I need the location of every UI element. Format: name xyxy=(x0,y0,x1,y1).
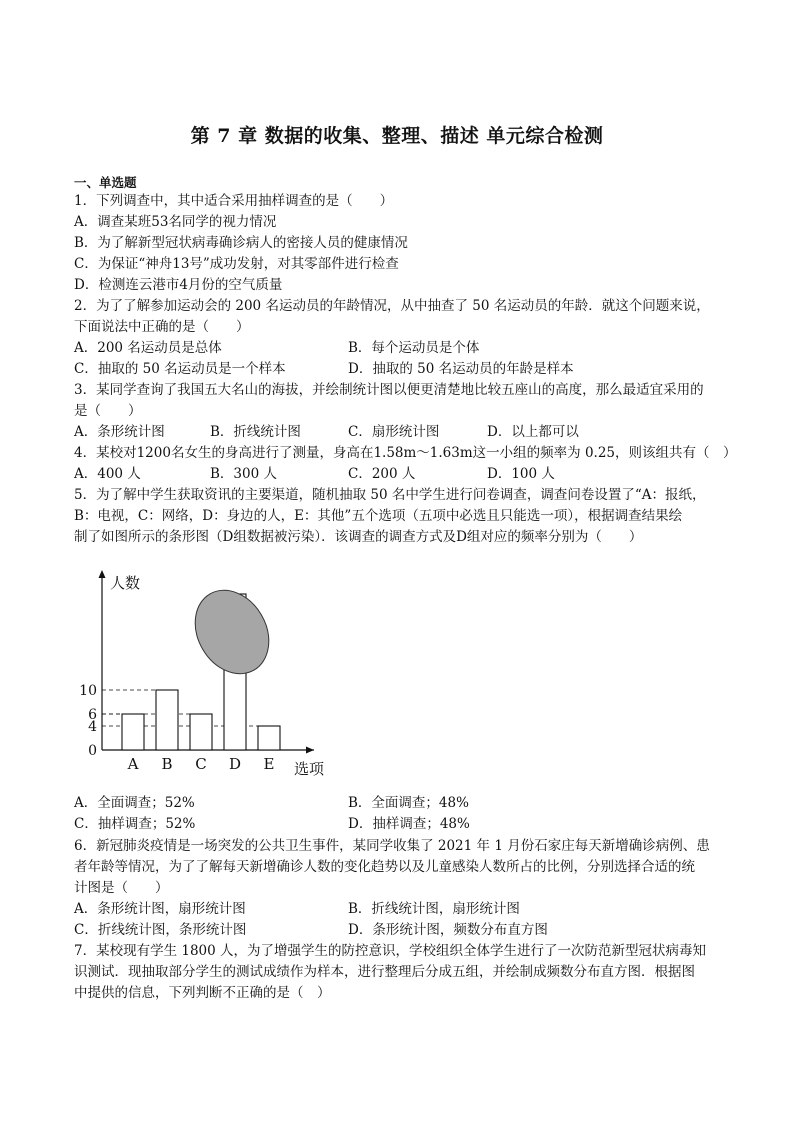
question-3-stem-line1: 3．某同学查询了我国五大名山的海拔，并绘制统计图以便更清楚地比较五座山的高度，那么最适宜采用的 xyxy=(74,382,704,398)
question-5-option-a: A．全面调查；52% xyxy=(74,795,195,811)
y-tick-label: 4 xyxy=(88,719,97,735)
y-tick-label: 10 xyxy=(79,683,97,699)
question-7-stem-line3: 中提供的信息，下列判断不正确的是（ ） xyxy=(74,985,331,1001)
question-1-option-c: C．为保证“神舟13号”成功发射，对其零部件进行检查 xyxy=(74,256,399,272)
y-axis-arrow xyxy=(99,570,106,578)
question-5-option-c: C．抽样调查；52% xyxy=(74,816,196,832)
category-label-E: E xyxy=(263,755,275,773)
x-axis-arrow xyxy=(306,747,314,754)
question-1-option-b: B．为了解新型冠状病毒确诊病人的密接人员的健康情况 xyxy=(74,235,408,251)
category-label-B: B xyxy=(161,755,173,773)
question-1-option-d: D．检测连云港市4月份的空气质量 xyxy=(74,277,283,293)
question-5-bar-chart xyxy=(74,562,344,787)
question-5-stem-line1: 5．为了解中学生获取资讯的主要渠道，随机抽取 50 名中学生进行问卷调查，调查问卷设置了“A：报纸， xyxy=(74,487,706,503)
bar-E xyxy=(258,726,280,750)
question-3-option-b: B．折线统计图 xyxy=(210,424,301,440)
bar-C xyxy=(190,714,212,750)
question-4-option-a: A．400 人 xyxy=(74,466,141,482)
question-2-stem-line2: 下面说法中正确的是（ ） xyxy=(74,319,250,335)
question-6-option-a: A．条形统计图，扇形统计图 xyxy=(74,901,246,917)
question-5-stem-line3: 制了如图所示的条形图（D组数据被污染）．该调查的调查方式及D组对应的频率分别为（ ） xyxy=(74,529,643,545)
category-label-D: D xyxy=(228,755,242,773)
question-6-stem-line2: 者年龄等情况，为了了解每天新增确诊人数的变化趋势以及儿童感染人数所占的比例，分别选择合适的统 xyxy=(74,859,695,875)
question-1-option-a: A．调查某班53名同学的视力情况 xyxy=(74,214,277,230)
question-4-option-d: D．100 人 xyxy=(487,466,555,482)
y-tick-label: 0 xyxy=(88,743,97,759)
x-axis-title: 选项 xyxy=(294,760,325,778)
question-6-option-d: D．条形统计图，频数分布直方图 xyxy=(348,922,548,938)
question-2-option-d: D．抽取的 50 名运动员的年龄是样本 xyxy=(348,361,574,377)
question-3-option-a: A．条形统计图 xyxy=(74,424,165,440)
question-2-option-a: A．200 名运动员是总体 xyxy=(74,340,222,356)
bar-A xyxy=(122,714,144,750)
y-tick-label: 6 xyxy=(88,707,97,723)
category-label-C: C xyxy=(195,755,207,773)
question-5-option-d: D．抽样调查；48% xyxy=(348,816,470,832)
question-1-stem: 1．下列调查中，其中适合采用抽样调查的是（ ） xyxy=(74,193,394,209)
question-2-option-c: C．抽取的 50 名运动员是一个样本 xyxy=(74,361,286,377)
question-7-stem-line2: 识测试．现抽取部分学生的测试成绩作为样本，进行整理后分成五组，并绘制成频数分布直方图．根据图 xyxy=(74,964,695,980)
data-stain-blot xyxy=(181,577,284,687)
bar-B xyxy=(156,690,178,750)
question-6-option-c: C．折线统计图，条形统计图 xyxy=(74,922,247,938)
question-6-option-b: B．折线统计图，扇形统计图 xyxy=(348,901,520,917)
question-2-stem-line1: 2．为了了解参加运动会的 200 名运动员的年龄情况，从中抽查了 50 名运动员的年龄．就这个问题来说， xyxy=(74,298,710,314)
question-6-stem-line3: 计图是（ ） xyxy=(74,880,169,896)
question-5-option-b: B．全面调查；48% xyxy=(348,795,469,811)
question-6-stem-line1: 6．新冠肺炎疫情是一场突发的公共卫生事件，某同学收集了 2021 年 1 月份石家庄每天新增确诊病例、患 xyxy=(74,838,710,854)
question-3-stem-line2: 是（ ） xyxy=(74,403,142,419)
question-4-stem: 4．某校对1200名女生的身高进行了测量，身高在1.58m～1.63m这一小组的频率为 0.25，则该组共有（ ） xyxy=(74,445,737,461)
category-label-A: A xyxy=(127,755,139,773)
question-3-option-d: D．以上都可以 xyxy=(487,424,579,440)
section-heading: 一、单选题 xyxy=(74,175,137,190)
question-2-option-b: B．每个运动员是个体 xyxy=(348,340,480,356)
question-4-option-b: B．300 人 xyxy=(210,466,277,482)
y-axis-title: 人数 xyxy=(110,574,141,592)
question-3-option-c: C．扇形统计图 xyxy=(348,424,440,440)
question-4-option-c: C．200 人 xyxy=(348,466,416,482)
question-5-stem-line2: B：电视，C：网络，D：身边的人，E：其他”五个选项（五项中必选且只能选一项），根据调查结果绘 xyxy=(74,508,683,524)
page-title: 第 7 章 数据的收集、整理、描述 单元综合检测 xyxy=(190,125,604,147)
question-7-stem-line1: 7．某校现有学生 1800 人，为了增强学生的防控意识，学校组织全体学生进行了一次防范新型冠状病毒知 xyxy=(74,943,707,959)
